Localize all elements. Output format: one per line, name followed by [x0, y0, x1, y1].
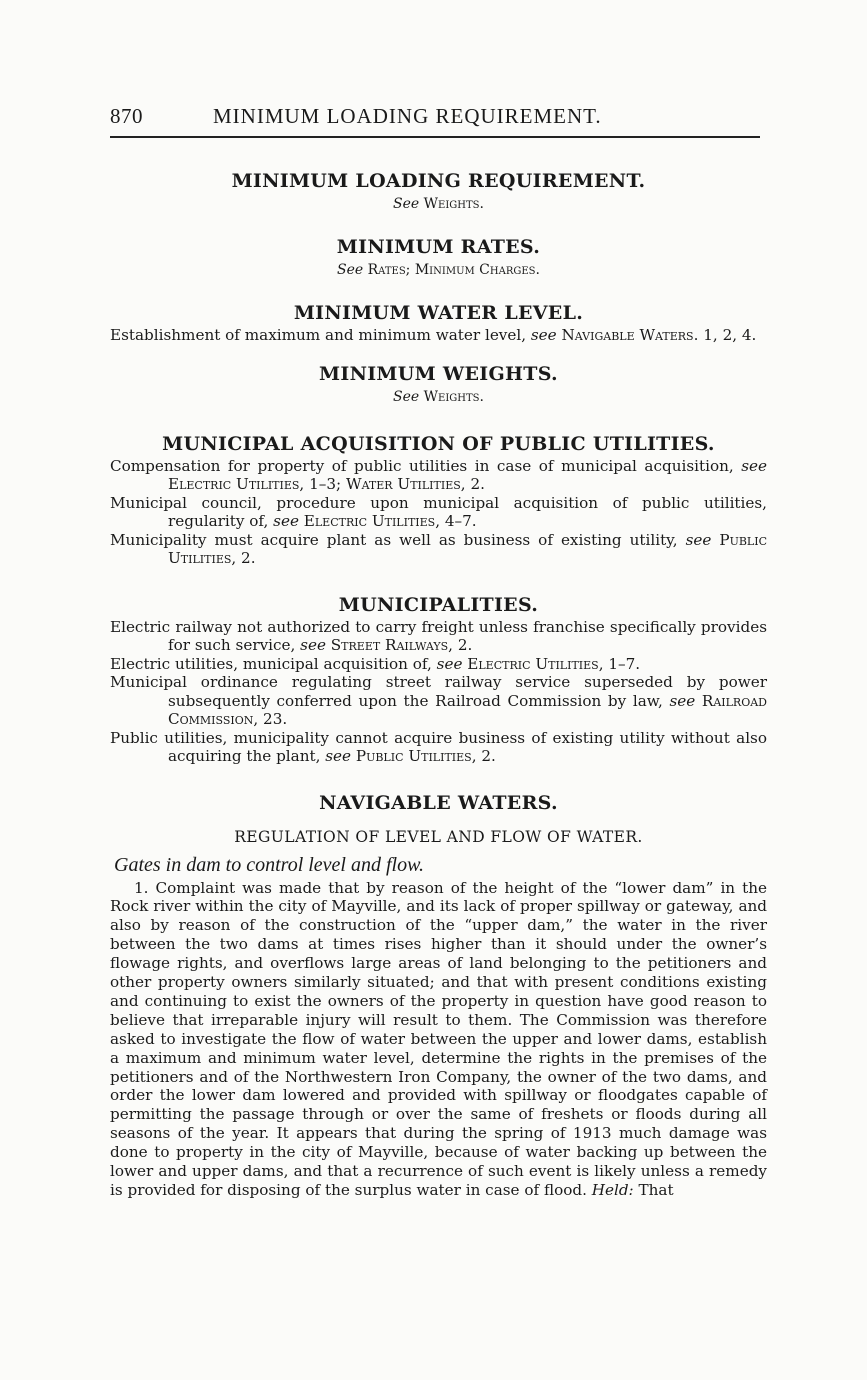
index-entry: Electric utilities, municipal acquisition of, see Electric Utilities, 1–7. — [110, 654, 641, 673]
cross-reference: See Rates; Minimum Charges. — [337, 262, 540, 278]
body-paragraph: 1. Complaint was made that by reason of the height of the “lower dam” in the Rock river within the city of Mayville, and its lack of proper spillway or gateway, and also by reason of the construction of the “upper dam,” the water in the river between the two dams at times rises higher than it should under the owner’s flowage rights, and overflows large areas of land belonging to the petitioners and other property owners similarly situated; and that with present conditions existing and continuing to exist the owners of the property in question have good reason to believe that irreparable injury will result to them. The Commission was therefore asked to investigate the flow of water between the upper and lower dams, establish a maximum and minimum water level, determine the rights in the premises of the petitioners and of the Northwestern Iron Company, the owner of the two dams, and order the lower dam lowered and provided with spillway or floodgates capable of permitting the passage through or over the same of freshets or floods during all seasons of the year. It appears that during the spring of 1913 much damage was done to property in the city of Mayville, because of water backing up between the lower and upper dams, and that a recurrence of such event is likely unless a remedy is provided for disposing of the surplus water in case of flood. Held: That — [110, 878, 767, 1199]
heading-minimum-loading: MINIMUM LOADING REQUIREMENT. — [231, 170, 646, 192]
index-entry: Public utilities, municipality cannot acquire business of existing utility without also acquiring the plant, see Public Utilities, 2. — [110, 728, 767, 765]
section-subtitle: REGULATION OF LEVEL AND FLOW OF WATER. — [234, 827, 643, 846]
index-entry: Electric railway not authorized to carry freight unless franchise specifically provides for such service, see Street Railways, 2. — [110, 617, 767, 654]
index-entry: Compensation for property of public utilities in case of municipal acquisition, see Electric Utilities, 1–3; Water Utilities, 2. — [110, 456, 768, 493]
index-entry: Municipal council, procedure upon municipal acquisition of public utilities, regularity of, see Electric Utilities, 4–7. — [110, 493, 767, 530]
index-entry: Establishment of maximum and minimum water level, see Navigable Waters. 1, 2, 4. — [110, 326, 757, 344]
heading-minimum-rates: MINIMUM RATES. — [336, 236, 541, 258]
heading-municipalities: MUNICIPALITIES. — [338, 593, 539, 616]
cross-reference: See Weights. — [393, 196, 484, 212]
cross-reference: See Weights. — [393, 388, 484, 405]
running-header — [110, 104, 760, 138]
index-entry: Municipal ordinance regulating street railway service superseded by power subsequently conferred upon the Railroad Commission by law, see Railroad Commission, 23. — [110, 673, 767, 728]
index-entry: Municipality must acquire plant as well as business of existing utility, see Public Utilities, 2. — [110, 530, 767, 567]
index-content — [110, 168, 767, 1200]
running-title: MINIMUM LOADING REQUIREMENT. — [213, 104, 602, 128]
page-number: 870 — [110, 104, 143, 128]
heading-municipal-acquisition: MUNICIPAL ACQUISITION OF PUBLIC UTILITIES. — [162, 432, 715, 455]
heading-minimum-water-level: MINIMUM WATER LEVEL. — [293, 302, 584, 324]
heading-navigable-waters: NAVIGABLE WATERS. — [319, 791, 558, 814]
topic-heading: Gates in dam to control level and flow. — [114, 853, 424, 876]
heading-minimum-weights: MINIMUM WEIGHTS. — [319, 362, 558, 385]
